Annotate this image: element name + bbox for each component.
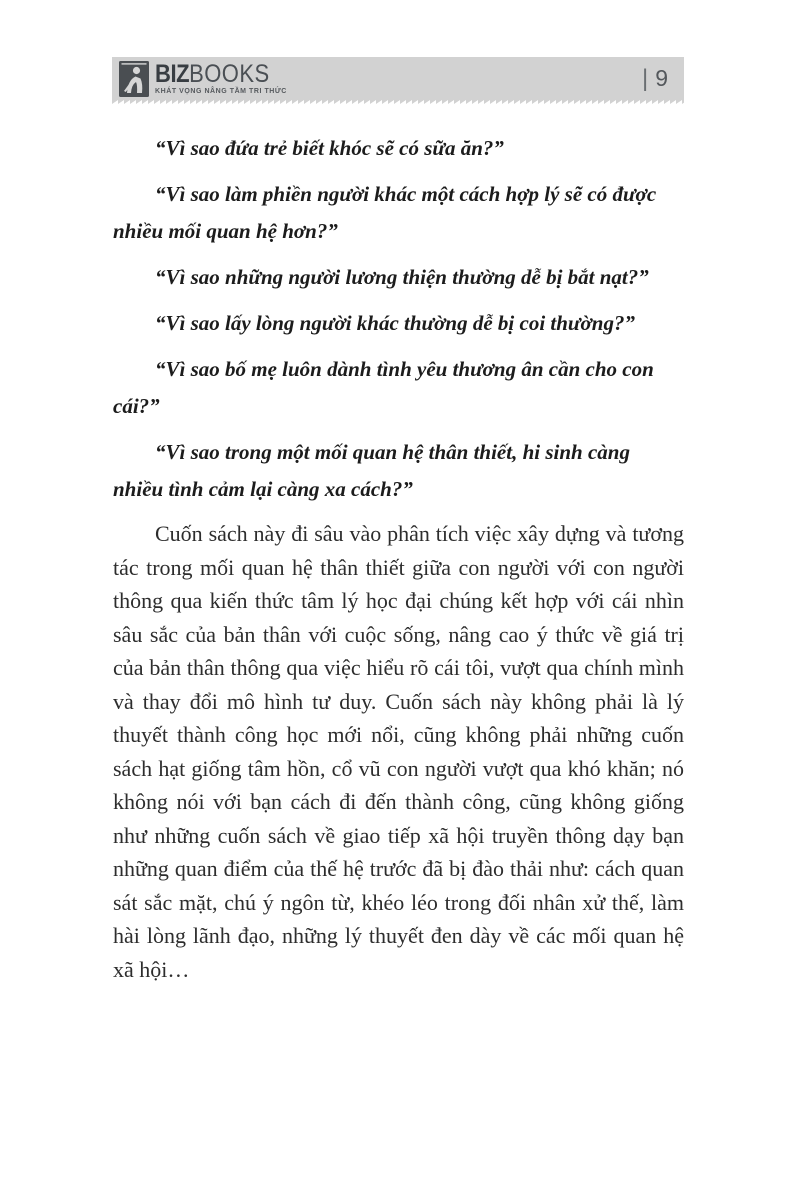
body-paragraph: Cuốn sách này đi sâu vào phân tích việc xây dựng và tương tác trong mối quan hệ thân thiết giữa con người với con người thông qua kiến thức tâm lý học đại chúng kết hợp với cái nhìn sâu sắc của bản thân với cuộc sống, nâng cao ý thức về giá trị của bản thân thông qua việc hiểu rõ cái tôi, vượt qua chính mình và thay đổi mô hình tư duy. Cuốn sách này không phải là lý thuyết thành công học mới nổi, cũng không phải những cuốn sách hạt giống tâm hồn, cổ vũ con người vượt qua khó khăn; nó không nói với bạn cách đi đến thành công, cũng không giống như những cuốn sách về giao tiếp xã hội truyền thông dạy bạn những quan điểm của thế hệ trước đã bị đào thải như: cách quan sát sắc mặt, chú ý ngôn từ, khéo léo trong đối nhân xử thế, làm hài lòng lãnh đạo, những lý thuyết đen dày về các mối quan hệ xã hội… [113,521,684,982]
question-quote-4: “Vì sao lấy lòng người khác thường dễ bị coi thường?” [155,311,635,335]
bizbooks-logo [119,61,287,97]
page-number-value: 9 [655,65,668,91]
brand-tagline: KHÁT VỌNG NÂNG TẦM TRI THỨC [155,87,287,95]
question-quote-3: “Vì sao những người lương thiện thường dễ bị bắt nạt?” [155,265,649,289]
page-content [113,130,684,986]
brand-books: BOOKS [189,59,270,88]
page-number-separator: | [641,64,649,92]
logo-text [155,59,287,95]
question-quote-1: “Vì sao đứa trẻ biết khóc sẽ có sữa ăn?” [155,136,504,160]
question-quote-2: “Vì sao làm phiền người khác một cách hợp lý sẽ có được nhiều mối quan hệ hơn?” [113,182,657,243]
brand-biz: BIZ [155,59,190,88]
question-quote-6: “Vì sao trong một mối quan hệ thân thiết, hi sinh càng nhiều tình cảm lại càng xa cách?” [113,440,630,501]
page-number [641,64,668,92]
brand-name [155,59,271,88]
question-quote-5: “Vì sao bố mẹ luôn dành tình yêu thương ân cần cho con cái?” [113,357,654,418]
reading-man-logo-icon [119,61,149,97]
header-band [112,57,684,100]
